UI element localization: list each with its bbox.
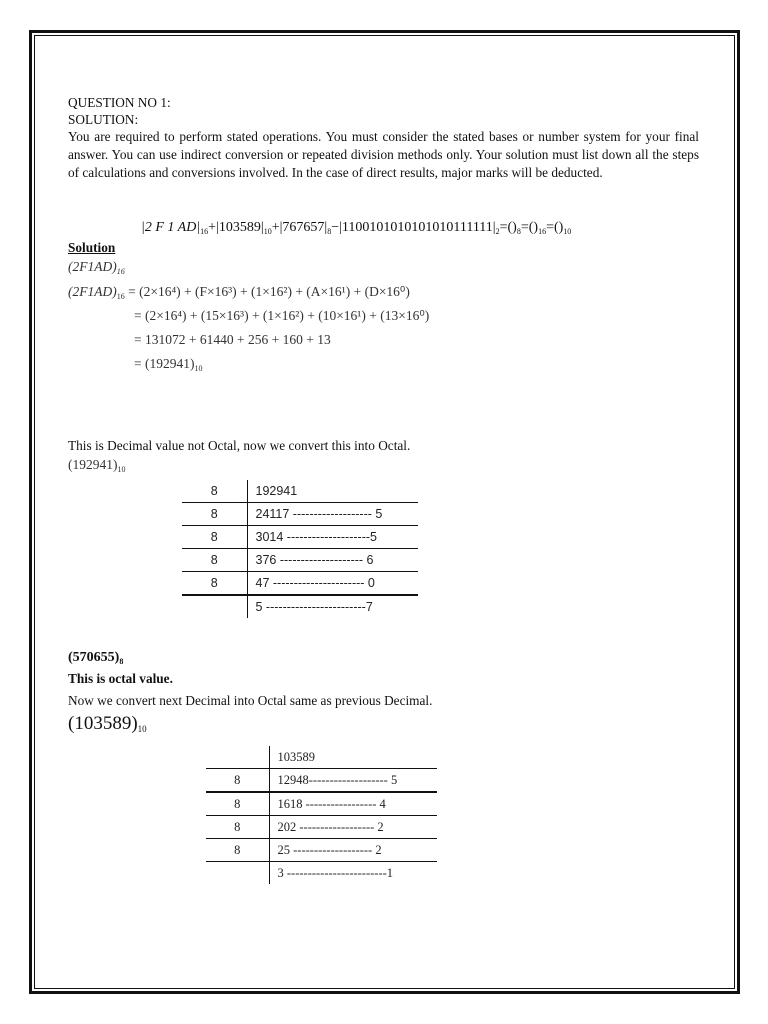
value-cell: 103589 — [269, 746, 437, 769]
table-row — [182, 549, 418, 572]
value-cell: 192941 — [247, 480, 418, 503]
solution-heading: SOLUTION: — [68, 112, 139, 127]
division-table-1 — [182, 480, 418, 618]
table-row — [206, 839, 437, 862]
problem-base: 8 — [516, 227, 521, 236]
value-cell: 25 ------------------- 2 — [269, 839, 437, 862]
step-substitution: = (2×16⁴) + (15×16³) + (1×16²) + (10×16¹) + (13×16⁰) — [134, 308, 430, 323]
table-row — [182, 595, 418, 618]
table-row — [206, 769, 437, 793]
value-cell: 5 ------------------------7 — [247, 595, 418, 618]
problem-term: |2 F 1 AD| — [141, 220, 201, 235]
table-row — [182, 503, 418, 526]
table-row — [182, 480, 418, 503]
question-heading: QUESTION NO 1: — [68, 95, 171, 110]
table-row — [206, 816, 437, 839]
conversion2-value: $(103589)_{10}$ — [68, 713, 147, 734]
problem-term: +|767657| — [271, 220, 328, 235]
division-table-2 — [206, 746, 437, 884]
solution-label: Solution — [68, 240, 116, 255]
divisor-cell: 8 — [182, 549, 247, 572]
problem-base: 10 — [263, 227, 272, 236]
divisor-cell: 8 — [206, 839, 269, 862]
octal-note: This is octal value. — [68, 671, 173, 686]
problem-term: −|1100101010101010111111| — [331, 220, 496, 235]
table-row — [182, 572, 418, 596]
divisor-cell — [206, 862, 269, 885]
conversion2-text: Now we convert next Decimal into Octal same as previous Decimal. — [68, 693, 433, 708]
value-cell: 24117 ------------------- 5 — [247, 503, 418, 526]
problem-base: 16 — [200, 227, 209, 236]
problem-term: =() — [546, 220, 564, 235]
table-row — [206, 862, 437, 885]
octal-result: $(570655)_8$ — [68, 650, 124, 666]
divisor-cell — [206, 746, 269, 769]
problem-base: 16 — [538, 227, 547, 236]
problem-base: 10 — [563, 227, 572, 236]
conversion1-text: This is Decimal value not Octal, now we convert this into Octal. — [68, 438, 411, 453]
value-cell: 3014 --------------------5 — [247, 526, 418, 549]
divisor-cell: 8 — [206, 792, 269, 816]
divisor-cell: 8 — [182, 572, 247, 596]
step-sum: = 131072 + 61440 + 256 + 160 + 13 — [134, 332, 331, 347]
table-row — [206, 746, 437, 769]
step-expansion: $(2F1AD)_{16} = (2\times 16^4) + (F\times 16^3) + (1\times 16^2) + (A\times 16^1) + (D\times 16^0)$ — [68, 284, 410, 301]
problem-expression — [141, 220, 571, 236]
value-cell: 376 -------------------- 6 — [247, 549, 418, 572]
value-cell: 1618 ----------------- 4 — [269, 792, 437, 816]
value-cell: 12948------------------- 5 — [269, 769, 437, 793]
step-hex-value: $(2F1AD)_{16}$ — [68, 259, 125, 276]
divisor-cell: 8 — [206, 816, 269, 839]
step-decimal-result: = $(192941)_{10}$ — [134, 356, 203, 373]
problem-base: 2 — [495, 227, 500, 236]
problem-term: =() — [499, 220, 517, 235]
divisor-cell: 8 — [182, 503, 247, 526]
divisor-cell: 8 — [182, 526, 247, 549]
divisor-cell — [182, 595, 247, 618]
value-cell: 47 ---------------------- 0 — [247, 572, 418, 596]
instructions-paragraph: You are required to perform stated operations. You must consider the stated bases or number system for your final answer. You can use indirect conversion or repeated division methods only. Your solution must list down all the steps of calculations and conversions involved. In the case of direct results, major marks will be deducted. — [68, 129, 699, 181]
table-row — [182, 526, 418, 549]
problem-base: 8 — [327, 227, 332, 236]
problem-term: =() — [520, 220, 539, 235]
table-row — [206, 792, 437, 816]
problem-term: +|103589| — [208, 220, 264, 235]
value-cell: 3 ------------------------1 — [277, 865, 394, 880]
divisor-cell: 8 — [206, 769, 269, 793]
divisor-cell: 8 — [182, 480, 247, 503]
value-cell: 202 ------------------ 2 — [269, 816, 437, 839]
conversion1-value: $(192941)_{10}$ — [68, 457, 126, 474]
